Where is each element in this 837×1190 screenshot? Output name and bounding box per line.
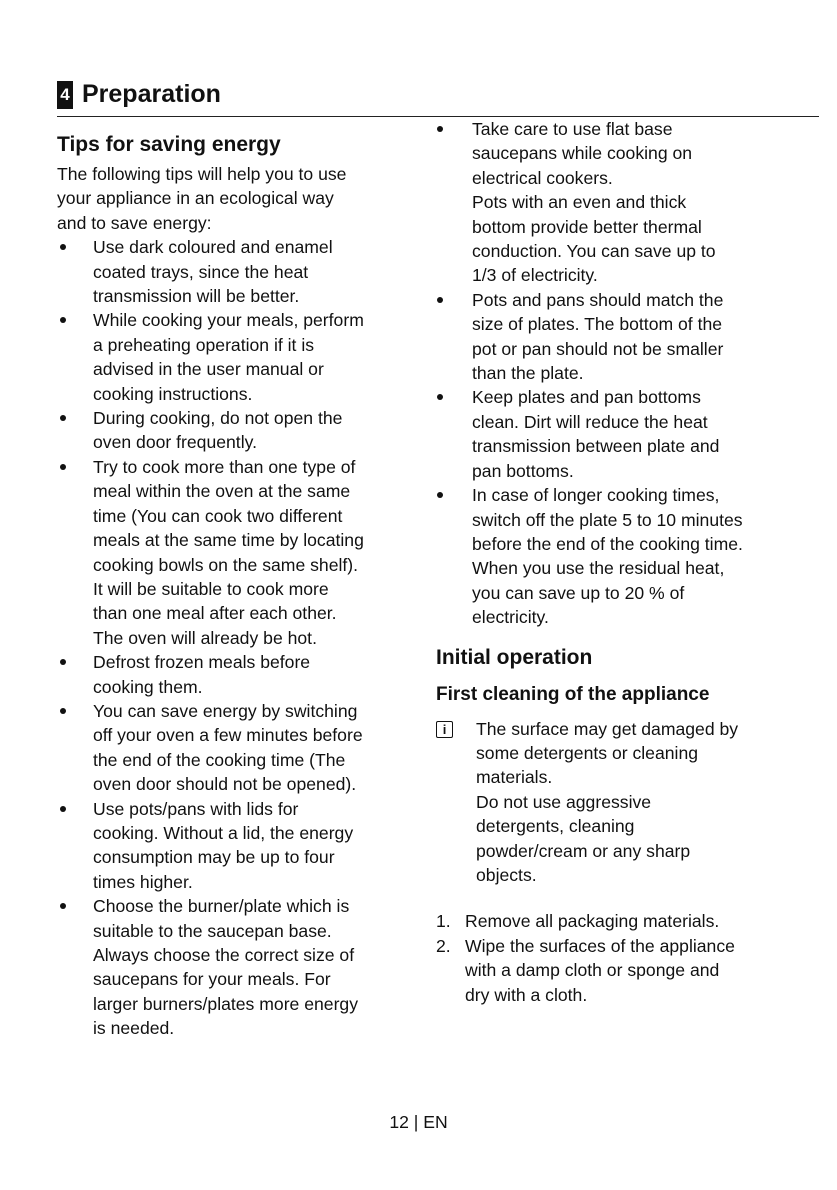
bullet-line: During cooking, do not open the: [93, 408, 343, 429]
right-column: [436, 117, 796, 1007]
bullet-line: Choose the burner/plate which is: [93, 896, 350, 917]
bullet-line: consumption may be up to four: [93, 847, 335, 868]
tips-heading: Tips for saving energy: [57, 133, 281, 156]
tips-intro-line: your appliance in an ecological way: [57, 188, 334, 209]
tips-intro-line: The following tips will help you to use: [57, 164, 347, 184]
bullet-line: Try to cook more than one type of: [93, 456, 356, 477]
bullet-line: cooking instructions.: [93, 383, 253, 404]
info-line: Do not use aggressive: [476, 791, 652, 812]
bullet-line: oven door frequently.: [93, 432, 257, 453]
initial-operation-heading: Initial operation: [436, 645, 593, 669]
tips-bullet-item: [436, 483, 796, 629]
tips-intro-line: and to save energy:: [57, 212, 212, 233]
tips-bullet-item: [57, 406, 409, 455]
bullet-line: When you use the residual heat,: [472, 558, 725, 579]
tips-bullet-item: [57, 455, 409, 650]
step-line: Remove all packaging materials.: [465, 911, 720, 932]
bullet-line: than one meal after each other.: [93, 603, 337, 624]
tips-bullet-item: [57, 894, 409, 1040]
bullet-line: Always choose the correct size of: [93, 945, 355, 965]
bullet-line: a preheating operation if it is: [93, 334, 315, 355]
tips-bullet-item: [436, 288, 796, 386]
info-icon: [436, 721, 453, 738]
cleaning-step: [436, 934, 796, 1007]
bullet-line: you can save up to 20 % of: [472, 582, 685, 603]
step-line: with a damp cloth or sponge and: [465, 960, 720, 981]
left-column: [57, 130, 409, 1041]
bullet-line: time (You can cook two different: [93, 505, 343, 526]
info-line: detergents, cleaning: [476, 816, 635, 837]
bullet-line: pan bottoms.: [472, 460, 574, 481]
section-number-badge: 4: [57, 81, 73, 109]
info-line: materials.: [476, 767, 553, 788]
bullet-line: coated trays, since the heat: [93, 261, 309, 282]
cleaning-steps-list: [436, 909, 796, 1007]
bullet-line: conduction. You can save up to: [472, 241, 716, 262]
bullet-line: saucepans for your meals. For: [93, 969, 331, 990]
info-note: [436, 717, 796, 888]
tips-bullet-item: [436, 117, 796, 288]
bullet-line: Take care to use flat base: [472, 119, 673, 139]
info-line: powder/cream or any sharp: [476, 840, 691, 861]
tips-bullet-item: [57, 797, 409, 895]
tips-bullet-item: [57, 650, 409, 699]
bullet-line: cooking them.: [93, 676, 203, 697]
bullet-line: electricity.: [472, 607, 549, 628]
step-line: Wipe the surfaces of the appliance: [465, 935, 735, 956]
bullet-line: Defrost frozen meals before: [93, 652, 311, 673]
cleaning-step: [436, 909, 796, 933]
bullet-line: electrical cookers.: [472, 167, 613, 188]
bullet-line: before the end of the cooking time.: [472, 533, 743, 554]
bullet-line: You can save energy by switching: [93, 700, 358, 721]
step-number: 1.: [436, 911, 451, 932]
bullet-line: transmission between plate and: [472, 436, 720, 457]
section-header: [57, 78, 817, 112]
tips-bullet-list: [57, 235, 409, 1040]
bullet-line: Use pots/pans with lids for: [93, 798, 299, 819]
bullet-line: suitable to the saucepan base.: [93, 920, 332, 941]
bullet-line: clean. Dirt will reduce the heat: [472, 411, 708, 432]
bullet-line: off your oven a few minutes before: [93, 725, 363, 746]
bullet-line: the end of the cooking time (The: [93, 749, 346, 770]
section-title: Preparation: [82, 80, 221, 108]
bullet-line: Keep plates and pan bottoms: [472, 387, 701, 408]
bullet-line: size of plates. The bottom of the: [472, 314, 723, 335]
bullet-line: cooking bowls on the same shelf).: [93, 554, 359, 575]
tips-intro: [57, 162, 409, 235]
step-line: dry with a cloth.: [465, 984, 588, 1005]
tips-bullet-item: [57, 699, 409, 797]
bullet-line: Pots and pans should match the: [472, 289, 724, 310]
tips-bullet-item: [436, 385, 796, 483]
info-line: objects.: [476, 864, 537, 885]
bullet-line: advised in the user manual or: [93, 359, 324, 380]
tips-bullet-list-continued: [436, 117, 796, 630]
bullet-line: pot or pan should not be smaller: [472, 338, 724, 359]
bullet-line: meals at the same time by locating: [93, 530, 364, 551]
info-line: The surface may get damaged by: [476, 718, 739, 739]
bullet-line: is needed.: [93, 1018, 175, 1039]
bullet-line: cooking. Without a lid, the energy: [93, 822, 354, 843]
first-cleaning-heading: First cleaning of the appliance: [436, 683, 710, 705]
bullet-line: In case of longer cooking times,: [472, 485, 720, 506]
bullet-line: oven door should not be opened).: [93, 774, 357, 795]
info-line: some detergents or cleaning: [476, 742, 699, 763]
bullet-line: meal within the oven at the same: [93, 481, 351, 502]
bullet-line: larger burners/plates more energy: [93, 993, 359, 1014]
bullet-line: The oven will already be hot.: [93, 627, 317, 648]
bullet-line: bottom provide better thermal: [472, 216, 702, 237]
bullet-line: transmission will be better.: [93, 286, 300, 307]
tips-bullet-item: [57, 308, 409, 406]
bullet-line: 1/3 of electricity.: [472, 265, 598, 286]
bullet-line: times higher.: [93, 871, 193, 892]
bullet-line: While cooking your meals, perform: [93, 310, 364, 331]
page-footer: 12 | EN: [389, 1112, 448, 1132]
tips-bullet-item: [57, 235, 409, 308]
step-number: 2.: [436, 935, 451, 956]
bullet-line: switch off the plate 5 to 10 minutes: [472, 509, 743, 530]
bullet-line: than the plate.: [472, 363, 584, 384]
bullet-line: Pots with an even and thick: [472, 192, 687, 213]
bullet-line: Use dark coloured and enamel: [93, 237, 333, 258]
bullet-line: It will be suitable to cook more: [93, 578, 329, 599]
bullet-line: saucepans while cooking on: [472, 143, 693, 164]
